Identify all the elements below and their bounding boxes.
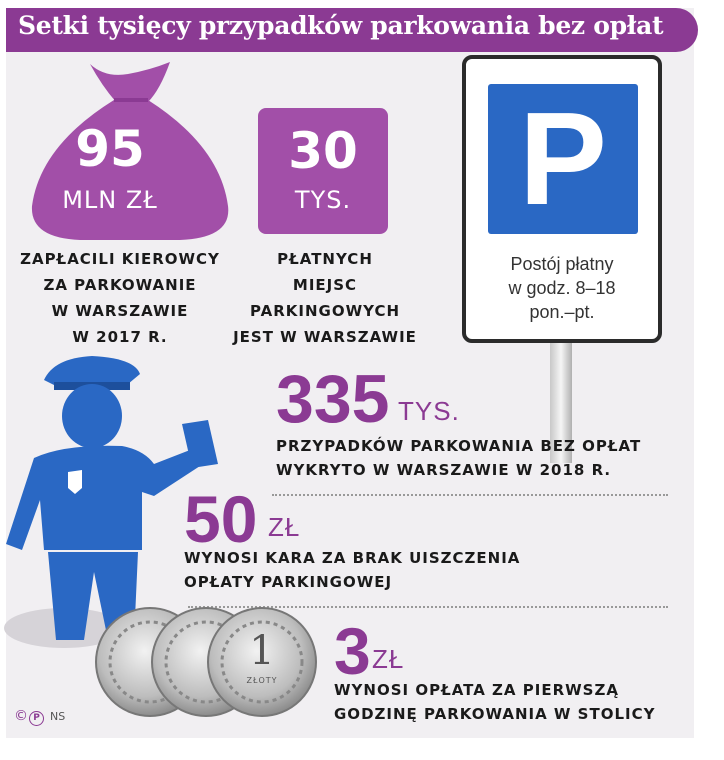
fine-value: 50 xyxy=(184,482,258,556)
coin-legend: ZŁOTY xyxy=(246,676,278,685)
coin-denomination: 1 xyxy=(249,628,275,674)
sign-text xyxy=(466,252,658,324)
spots-caption xyxy=(230,246,420,350)
bag-caption-line: W WARSZAWIE xyxy=(51,302,189,320)
bag-caption-line: ZAPŁACILI KIEROWCY xyxy=(20,250,220,268)
fine-caption xyxy=(184,546,584,594)
fee-caption-line: WYNOSI OPŁATA ZA PIERWSZĄ xyxy=(334,681,619,699)
spots-caption-line: PARKINGOWYCH xyxy=(249,302,401,320)
fee-caption xyxy=(334,678,704,726)
fee-caption-line: GODZINĘ PARKOWANIA W STOLICY xyxy=(334,705,656,723)
bag-value: 95 xyxy=(75,120,145,178)
sign-text-line: Postój płatny xyxy=(510,254,614,274)
spots-value: 30 xyxy=(288,122,358,180)
cases-value: 335 xyxy=(276,361,390,437)
spots-caption-line: JEST W WARSZAWIE xyxy=(233,328,417,346)
fee-value: 3 xyxy=(334,614,371,688)
fee-unit: ZŁ xyxy=(372,644,405,674)
fine-caption-line: WYNOSI KARA ZA BRAK UISZCZENIA xyxy=(184,549,521,567)
cases-caption-line: WYKRYTO W WARSZAWIE W 2018 R. xyxy=(276,461,612,479)
author-credit: NS xyxy=(50,710,66,723)
bag-caption xyxy=(4,246,236,350)
sign-text-line: pon.–pt. xyxy=(529,302,595,322)
cases-caption xyxy=(276,434,696,482)
coins-icon xyxy=(94,604,324,724)
fine-unit: ZŁ xyxy=(268,512,301,542)
copyright-icon: © xyxy=(14,708,28,724)
cases-caption-line: PRZYPADKÓW PARKOWANIA BEZ OPŁAT xyxy=(276,437,642,455)
spots-caption-line: PŁATNYCH xyxy=(277,250,373,268)
cases-unit: TYS. xyxy=(398,396,460,426)
divider xyxy=(272,494,668,496)
spots-unit: TYS. xyxy=(294,186,352,214)
fine-caption-line: OPŁATY PARKINGOWEJ xyxy=(184,573,393,591)
bag-caption-line: W 2017 R. xyxy=(72,328,168,346)
page-title: Setki tysięcy przypadków parkowania bez opłat xyxy=(18,11,664,40)
bag-caption-line: ZA PARKOWANIE xyxy=(43,276,197,294)
spots-caption-line: MIEJSC xyxy=(292,276,358,294)
bag-unit: MLN ZŁ xyxy=(62,186,158,214)
parking-p-icon: P xyxy=(518,85,608,232)
publisher-icon: P xyxy=(29,711,44,726)
sign-text-line: w godz. 8–18 xyxy=(508,278,616,298)
credits xyxy=(14,708,65,726)
